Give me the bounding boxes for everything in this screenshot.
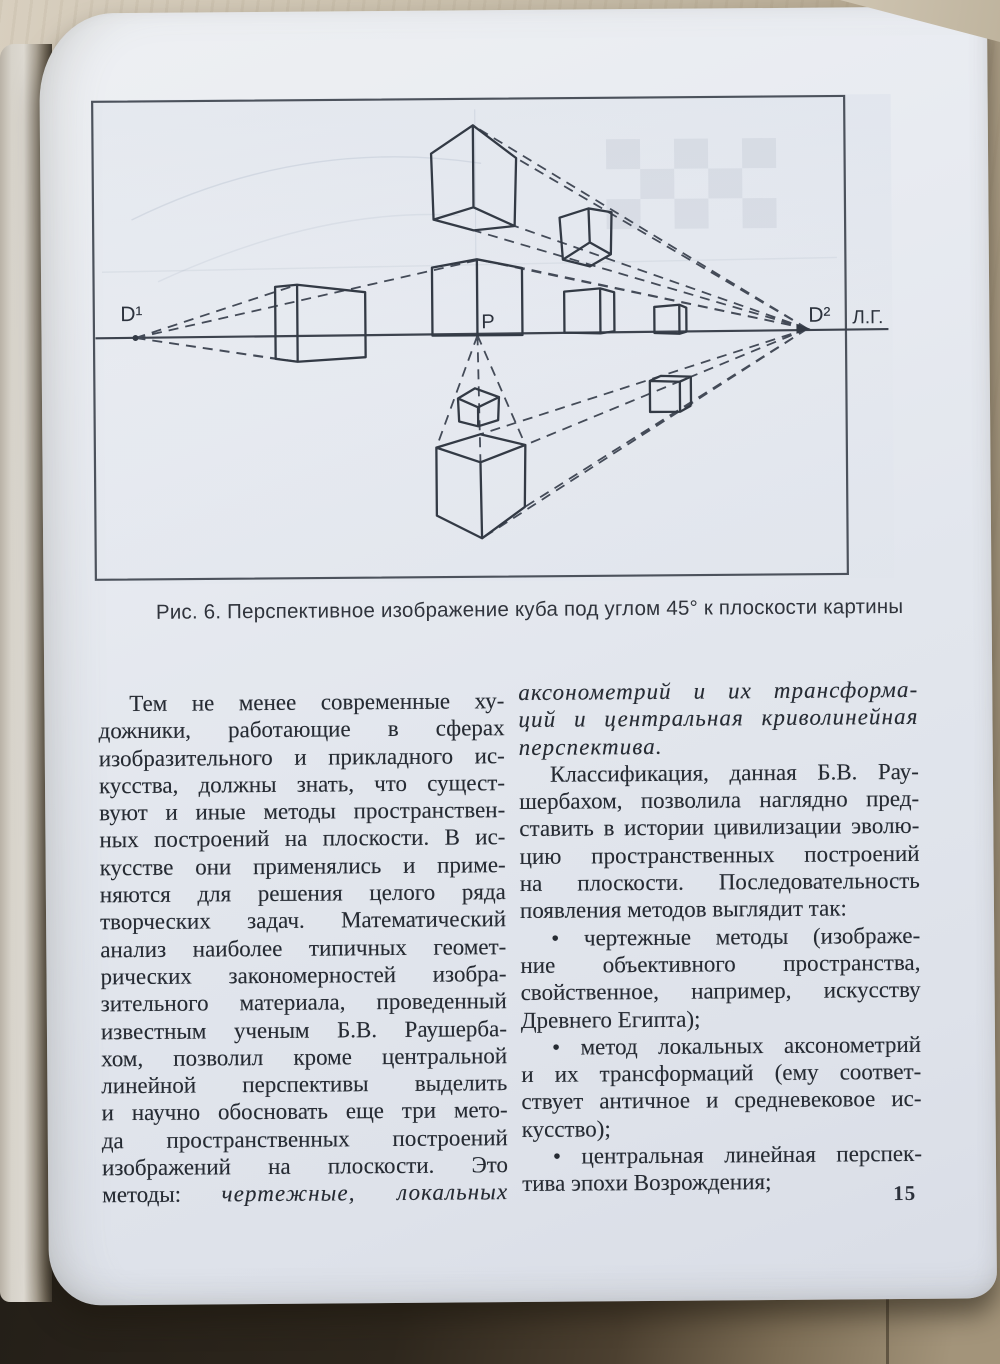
text-line: шербахом, позволила наглядно пред- <box>519 786 920 815</box>
book-page <box>39 6 997 1305</box>
figure-6-perspective-drawing <box>91 94 895 584</box>
text-line: появления методов выглядит так: <box>519 895 847 924</box>
text-line: изобразительного и прикладного ис- <box>98 742 505 771</box>
horizon-label: Л.Г. <box>852 307 884 329</box>
text-line: • метод локальных аксонометрий <box>551 1031 922 1060</box>
text-line: зительного материала, проведенный <box>100 988 507 1017</box>
text-line: линейной перспективы выделить <box>101 1070 508 1099</box>
text-line: изображений на плоскости. Это <box>101 1152 509 1181</box>
text-line: • чертежные методы (изображе- <box>551 922 921 951</box>
text-line: творческих задач. Математический <box>99 906 507 935</box>
text-line: перспектива. <box>518 733 663 760</box>
text-line: и научно обосновать еще три мето- <box>101 1097 508 1126</box>
text-line: хом, позволил кроме центральной <box>101 1042 508 1072</box>
d1-label: D¹ <box>120 302 143 327</box>
text-line: кусстве они применялись и приме- <box>99 851 506 881</box>
text-line: рических закономерностей изобра- <box>100 961 507 990</box>
cube-right-1 <box>564 288 614 333</box>
cube-top-right-small <box>559 208 611 266</box>
text-line: ставить в истории цивилизации эволю- <box>519 813 920 842</box>
text-line: Классификация, данная Б.В. Рау- <box>549 758 920 787</box>
text-line: известным ученым Б.В. Раушерба- <box>100 1015 508 1044</box>
text-line: свойственное, например, искусству <box>520 977 921 1006</box>
text-line: няются для решения целого ряда <box>99 879 506 908</box>
text-line: на плоскости. Последовательность <box>519 867 920 897</box>
text-line: ние объективного пространства, <box>520 949 921 978</box>
vanishing-point-d1 <box>132 335 138 341</box>
text-line: аксонометрий и их трансформа- <box>518 676 919 705</box>
p-label: P <box>481 311 495 334</box>
text-line: вуют и иные методы пространствен- <box>99 797 506 826</box>
text-line: да пространственных построений <box>101 1124 508 1154</box>
d2-label: D² <box>808 303 831 327</box>
text-line: Тем не менее современные ху- <box>129 688 505 717</box>
left-text-column <box>98 687 508 1209</box>
wood-plank-seam <box>886 1298 889 1364</box>
page-number: 15 <box>893 1180 917 1206</box>
text-line: методы: чертежные, локальных <box>102 1179 509 1208</box>
text-line: кусство); <box>521 1116 611 1142</box>
text-line: кусства, должны знать, что сущест- <box>98 769 506 799</box>
text-line: и их трансформаций (ему соответ- <box>521 1059 922 1088</box>
text-line: • центральная линейная перспек- <box>552 1140 923 1169</box>
text-line: ций и центральная криволинейная <box>518 704 919 733</box>
text-line: дожники, работающие в сферах <box>98 715 505 744</box>
text-line: анализ наиболее типичных геомет- <box>100 933 507 962</box>
text-line: ствует античное и средневековое ис- <box>521 1086 922 1115</box>
bleedthrough-marks <box>101 106 838 338</box>
cube-center-at-p <box>432 259 523 336</box>
figure-caption: Рис. 6. Перспективное изображение куба под углом 45° к плоскости картины <box>155 594 904 624</box>
checkerboard-bleedthrough <box>606 138 777 229</box>
text-line: Древнего Египта); <box>520 1006 701 1033</box>
cube-right-2 <box>654 305 686 334</box>
text-line: ных построений на плоскости. В ис- <box>99 824 506 853</box>
right-text-column <box>518 676 922 1198</box>
text-line: тива эпохи Возрождения; <box>522 1169 772 1197</box>
text-line: цию пространственных построений <box>519 840 920 869</box>
cube-below-large <box>436 434 526 539</box>
